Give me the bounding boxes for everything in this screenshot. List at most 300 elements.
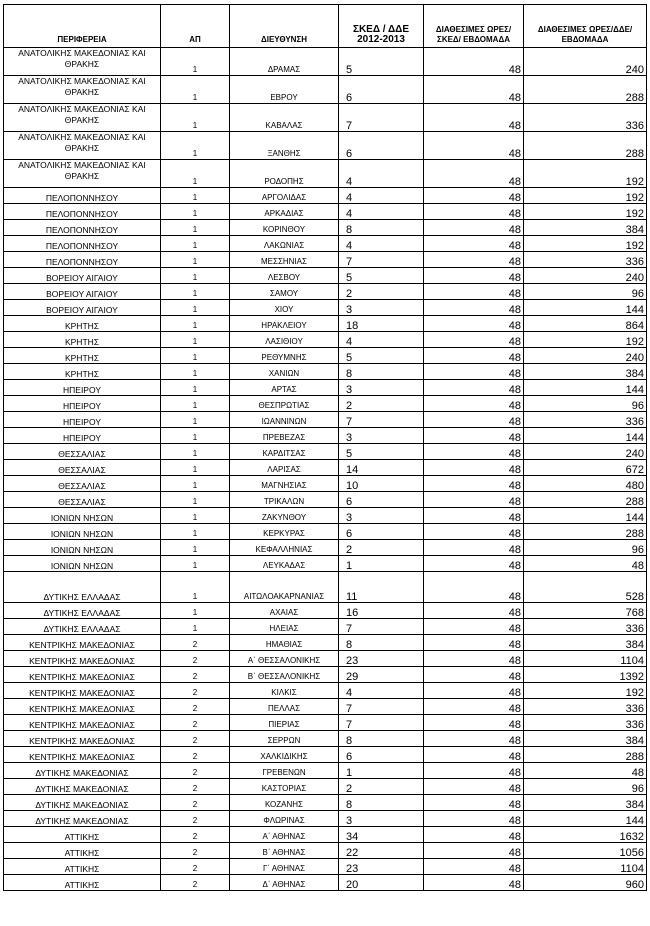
hours-per-sked-cell: 48 [424, 204, 524, 220]
direction-cell: ΗΛΕΙΑΣ [230, 619, 339, 635]
hours-per-sked-cell: 48 [424, 524, 524, 540]
ap-cell: 1 [161, 476, 230, 492]
region-cell: ΚΕΝΤΡΙΚΗΣ ΜΑΚΕΔΟΝΙΑΣ [4, 667, 161, 683]
sked-cell: 3 [339, 380, 424, 396]
hours-per-sked-cell: 48 [424, 460, 524, 476]
hours-per-sked-cell: 48 [424, 48, 524, 76]
region-cell: ΔΥΤΙΚΗΣ ΕΛΛΑΔΑΣ [4, 572, 161, 603]
sked-cell: 7 [339, 699, 424, 715]
hours-per-dde-cell: 192 [524, 204, 647, 220]
hours-per-dde-cell: 1104 [524, 651, 647, 667]
hours-per-sked-cell: 48 [424, 827, 524, 843]
direction-cell: ΡΟΔΟΠΗΣ [230, 160, 339, 188]
table-row [4, 188, 647, 204]
hours-per-sked-cell: 48 [424, 699, 524, 715]
direction-cell: ΛΑΣΙΘΙΟΥ [230, 332, 339, 348]
direction-cell: ΣΑΜΟΥ [230, 284, 339, 300]
ap-cell: 2 [161, 651, 230, 667]
region-cell: ΑΝΑΤΟΛΙΚΗΣ ΜΑΚΕΔΟΝΙΑΣ ΚΑΙ ΘΡΑΚΗΣ [4, 132, 161, 160]
table-row [4, 827, 647, 843]
sked-cell: 6 [339, 524, 424, 540]
direction-cell: ΧΑΛΚΙΔΙΚΗΣ [230, 747, 339, 763]
direction-cell: Α΄ ΘΕΣΣΑΛΟΝΙΚΗΣ [230, 651, 339, 667]
hours-per-sked-cell: 48 [424, 731, 524, 747]
ap-cell: 1 [161, 332, 230, 348]
table-row [4, 747, 647, 763]
region-cell: ΔΥΤΙΚΗΣ ΕΛΛΑΔΑΣ [4, 603, 161, 619]
direction-cell: Γ΄ ΑΘΗΝΑΣ [230, 859, 339, 875]
ap-cell: 1 [161, 268, 230, 284]
hours-per-dde-cell: 336 [524, 715, 647, 731]
sked-cell: 29 [339, 667, 424, 683]
region-cell: ΔΥΤΙΚΗΣ ΕΛΛΑΔΑΣ [4, 619, 161, 635]
ap-cell: 2 [161, 715, 230, 731]
ap-cell: 2 [161, 827, 230, 843]
hours-per-dde-cell: 384 [524, 220, 647, 236]
hours-per-dde-cell: 384 [524, 364, 647, 380]
table-row [4, 220, 647, 236]
table-row [4, 48, 647, 76]
region-cell: ΚΕΝΤΡΙΚΗΣ ΜΑΚΕΔΟΝΙΑΣ [4, 747, 161, 763]
direction-cell: ΚΙΛΚΙΣ [230, 683, 339, 699]
direction-cell: ΓΡΕΒΕΝΩΝ [230, 763, 339, 779]
region-cell: ΗΠΕΙΡΟΥ [4, 396, 161, 412]
ap-cell: 1 [161, 364, 230, 380]
hours-per-dde-cell: 384 [524, 795, 647, 811]
table-row [4, 572, 647, 603]
direction-cell: ΑΡΤΑΣ [230, 380, 339, 396]
hours-per-sked-cell: 48 [424, 715, 524, 731]
region-cell: ΠΕΛΟΠΟΝΝΗΣΟΥ [4, 236, 161, 252]
region-cell: ΚΕΝΤΡΙΚΗΣ ΜΑΚΕΔΟΝΙΑΣ [4, 683, 161, 699]
sked-cell: 2 [339, 284, 424, 300]
hours-per-dde-cell: 384 [524, 731, 647, 747]
direction-cell: Δ΄ ΑΘΗΝΑΣ [230, 875, 339, 891]
direction-cell: ΚΕΡΚΥΡΑΣ [230, 524, 339, 540]
hours-per-sked-cell: 48 [424, 540, 524, 556]
direction-cell: ΛΑΚΩΝΙΑΣ [230, 236, 339, 252]
ap-cell: 1 [161, 380, 230, 396]
table-row [4, 364, 647, 380]
sked-cell: 34 [339, 827, 424, 843]
hours-per-sked-cell: 48 [424, 572, 524, 603]
table-row [4, 160, 647, 188]
sked-cell: 8 [339, 220, 424, 236]
direction-cell: ΙΩΑΝΝΙΝΩΝ [230, 412, 339, 428]
sked-cell: 4 [339, 160, 424, 188]
hours-per-sked-cell: 48 [424, 651, 524, 667]
hours-per-sked-cell: 48 [424, 252, 524, 268]
table-row [4, 236, 647, 252]
direction-cell: ΞΑΝΘΗΣ [230, 132, 339, 160]
hours-per-dde-cell: 240 [524, 268, 647, 284]
region-cell: ΔΥΤΙΚΗΣ ΜΑΚΕΔΟΝΙΑΣ [4, 811, 161, 827]
table-row [4, 252, 647, 268]
hours-per-dde-cell: 336 [524, 412, 647, 428]
header-ap: ΑΠ [161, 5, 230, 48]
table-row [4, 731, 647, 747]
table-row [4, 603, 647, 619]
ap-cell: 1 [161, 104, 230, 132]
direction-cell: Β΄ ΑΘΗΝΑΣ [230, 843, 339, 859]
hours-per-sked-cell: 48 [424, 160, 524, 188]
sked-cell: 8 [339, 364, 424, 380]
sked-cell: 6 [339, 492, 424, 508]
region-cell: ΚΕΝΤΡΙΚΗΣ ΜΑΚΕΔΟΝΙΑΣ [4, 651, 161, 667]
direction-cell: ΡΕΘΥΜΝΗΣ [230, 348, 339, 364]
sked-cell: 8 [339, 635, 424, 651]
sked-cell: 14 [339, 460, 424, 476]
region-cell: ΒΟΡΕΙΟΥ ΑΙΓΑΙΟΥ [4, 268, 161, 284]
direction-cell: Β΄ ΘΕΣΣΑΛΟΝΙΚΗΣ [230, 667, 339, 683]
hours-per-dde-cell: 240 [524, 48, 647, 76]
ap-cell: 1 [161, 160, 230, 188]
hours-per-sked-cell: 48 [424, 220, 524, 236]
ap-cell: 1 [161, 444, 230, 460]
sked-cell: 4 [339, 188, 424, 204]
hours-per-dde-cell: 96 [524, 540, 647, 556]
region-cell: ΔΥΤΙΚΗΣ ΜΑΚΕΔΟΝΙΑΣ [4, 763, 161, 779]
direction-cell: ΣΕΡΡΩΝ [230, 731, 339, 747]
region-cell: ΗΠΕΙΡΟΥ [4, 380, 161, 396]
hours-per-sked-cell: 48 [424, 492, 524, 508]
hours-per-sked-cell: 48 [424, 476, 524, 492]
allocation-table [3, 4, 647, 891]
hours-per-sked-cell: 48 [424, 795, 524, 811]
table-row [4, 380, 647, 396]
table-row [4, 428, 647, 444]
direction-cell: ΠΕΛΛΑΣ [230, 699, 339, 715]
sked-cell: 18 [339, 316, 424, 332]
table-row [4, 524, 647, 540]
hours-per-sked-cell: 48 [424, 268, 524, 284]
region-cell: ΒΟΡΕΙΟΥ ΑΙΓΑΙΟΥ [4, 284, 161, 300]
ap-cell: 1 [161, 492, 230, 508]
sked-cell: 2 [339, 396, 424, 412]
region-cell: ΠΕΛΟΠΟΝΝΗΣΟΥ [4, 188, 161, 204]
sked-cell: 16 [339, 603, 424, 619]
region-cell: ΘΕΣΣΑΛΙΑΣ [4, 476, 161, 492]
ap-cell: 2 [161, 699, 230, 715]
region-cell: ΑΝΑΤΟΛΙΚΗΣ ΜΑΚΕΔΟΝΙΑΣ ΚΑΙ ΘΡΑΚΗΣ [4, 76, 161, 104]
sked-cell: 23 [339, 859, 424, 875]
hours-per-dde-cell: 144 [524, 811, 647, 827]
table-row [4, 396, 647, 412]
table-row [4, 683, 647, 699]
hours-per-sked-cell: 48 [424, 508, 524, 524]
region-cell: ΗΠΕΙΡΟΥ [4, 412, 161, 428]
hours-per-dde-cell: 288 [524, 132, 647, 160]
region-cell: ΙΟΝΙΩΝ ΝΗΣΩΝ [4, 524, 161, 540]
hours-per-dde-cell: 144 [524, 380, 647, 396]
ap-cell: 1 [161, 316, 230, 332]
region-cell: ΠΕΛΟΠΟΝΝΗΣΟΥ [4, 252, 161, 268]
region-cell: ΔΥΤΙΚΗΣ ΜΑΚΕΔΟΝΙΑΣ [4, 795, 161, 811]
sked-cell: 3 [339, 300, 424, 316]
header-hours-per-sked: ΔΙΑΘΕΣΙΜΕΣ ΩΡΕΣ/ΣΚΕΔ/ ΕΒΔΟΜΑΔΑ [424, 5, 524, 48]
hours-per-sked-cell: 48 [424, 859, 524, 875]
ap-cell: 2 [161, 635, 230, 651]
hours-per-sked-cell: 48 [424, 811, 524, 827]
hours-per-dde-cell: 768 [524, 603, 647, 619]
direction-cell: ΗΜΑΘΙΑΣ [230, 635, 339, 651]
sked-cell: 3 [339, 508, 424, 524]
direction-cell: ΖΑΚΥΝΘΟΥ [230, 508, 339, 524]
table-row [4, 508, 647, 524]
direction-cell: ΛΑΡΙΣΑΣ [230, 460, 339, 476]
direction-cell: ΑΙΤΩΛΟΑΚΑΡΝΑΝΙΑΣ [230, 572, 339, 603]
sked-cell: 1 [339, 556, 424, 572]
direction-cell: ΑΡΓΟΛΙΔΑΣ [230, 188, 339, 204]
table-row [4, 348, 647, 364]
direction-cell: ΚΑΒΑΛΑΣ [230, 104, 339, 132]
table-row [4, 444, 647, 460]
sked-cell: 8 [339, 731, 424, 747]
sked-cell: 1 [339, 763, 424, 779]
direction-cell: ΔΡΑΜΑΣ [230, 48, 339, 76]
hours-per-dde-cell: 144 [524, 300, 647, 316]
table-row [4, 540, 647, 556]
hours-per-sked-cell: 48 [424, 779, 524, 795]
table-row [4, 332, 647, 348]
table-row [4, 843, 647, 859]
region-cell: ΘΕΣΣΑΛΙΑΣ [4, 460, 161, 476]
ap-cell: 1 [161, 76, 230, 104]
hours-per-sked-cell: 48 [424, 76, 524, 104]
ap-cell: 2 [161, 779, 230, 795]
table-row [4, 667, 647, 683]
sked-cell: 6 [339, 132, 424, 160]
hours-per-dde-cell: 864 [524, 316, 647, 332]
hours-per-sked-cell: 48 [424, 444, 524, 460]
ap-cell: 1 [161, 412, 230, 428]
hours-per-sked-cell: 48 [424, 556, 524, 572]
hours-per-dde-cell: 288 [524, 747, 647, 763]
hours-per-sked-cell: 48 [424, 104, 524, 132]
direction-cell: ΠΡΕΒΕΖΑΣ [230, 428, 339, 444]
region-cell: ΚΕΝΤΡΙΚΗΣ ΜΑΚΕΔΟΝΙΑΣ [4, 699, 161, 715]
region-cell: ΒΟΡΕΙΟΥ ΑΙΓΑΙΟΥ [4, 300, 161, 316]
table-row [4, 132, 647, 160]
direction-cell: ΛΕΥΚΑΔΑΣ [230, 556, 339, 572]
table-row [4, 492, 647, 508]
hours-per-dde-cell: 384 [524, 635, 647, 651]
ap-cell: 1 [161, 220, 230, 236]
hours-per-dde-cell: 1392 [524, 667, 647, 683]
ap-cell: 1 [161, 603, 230, 619]
hours-per-dde-cell: 336 [524, 252, 647, 268]
table-row [4, 412, 647, 428]
ap-cell: 1 [161, 348, 230, 364]
hours-per-sked-cell: 48 [424, 316, 524, 332]
hours-per-sked-cell: 48 [424, 683, 524, 699]
region-cell: ΙΟΝΙΩΝ ΝΗΣΩΝ [4, 540, 161, 556]
region-cell: ΘΕΣΣΑΛΙΑΣ [4, 444, 161, 460]
hours-per-sked-cell: 48 [424, 332, 524, 348]
ap-cell: 1 [161, 252, 230, 268]
table-row [4, 476, 647, 492]
region-cell: ΚΡΗΤΗΣ [4, 316, 161, 332]
region-cell: ΚΕΝΤΡΙΚΗΣ ΜΑΚΕΔΟΝΙΑΣ [4, 715, 161, 731]
direction-cell: ΚΟΖΑΝΗΣ [230, 795, 339, 811]
sked-cell: 5 [339, 48, 424, 76]
hours-per-dde-cell: 336 [524, 104, 647, 132]
hours-per-dde-cell: 336 [524, 699, 647, 715]
hours-per-sked-cell: 48 [424, 348, 524, 364]
region-cell: ΘΕΣΣΑΛΙΑΣ [4, 492, 161, 508]
hours-per-sked-cell: 48 [424, 747, 524, 763]
hours-per-sked-cell: 48 [424, 635, 524, 651]
table-row [4, 204, 647, 220]
region-cell: ΑΝΑΤΟΛΙΚΗΣ ΜΑΚΕΔΟΝΙΑΣ ΚΑΙ ΘΡΑΚΗΣ [4, 104, 161, 132]
sked-cell: 7 [339, 619, 424, 635]
ap-cell: 1 [161, 132, 230, 160]
hours-per-dde-cell: 192 [524, 188, 647, 204]
table-body [4, 48, 647, 891]
hours-per-dde-cell: 96 [524, 396, 647, 412]
sked-cell: 7 [339, 252, 424, 268]
ap-cell: 2 [161, 859, 230, 875]
sked-cell: 4 [339, 204, 424, 220]
sked-cell: 4 [339, 236, 424, 252]
table-row [4, 316, 647, 332]
hours-per-dde-cell: 672 [524, 460, 647, 476]
sked-cell: 3 [339, 811, 424, 827]
sked-cell: 2 [339, 540, 424, 556]
table-row [4, 556, 647, 572]
hours-per-sked-cell: 48 [424, 364, 524, 380]
region-cell: ΚΕΝΤΡΙΚΗΣ ΜΑΚΕΔΟΝΙΑΣ [4, 635, 161, 651]
table-row [4, 268, 647, 284]
direction-cell: ΛΕΣΒΟΥ [230, 268, 339, 284]
direction-cell: ΘΕΣΠΡΩΤΙΑΣ [230, 396, 339, 412]
region-cell: ΙΟΝΙΩΝ ΝΗΣΩΝ [4, 556, 161, 572]
hours-per-dde-cell: 192 [524, 236, 647, 252]
hours-per-sked-cell: 48 [424, 667, 524, 683]
sked-cell: 23 [339, 651, 424, 667]
region-cell: ΑΤΤΙΚΗΣ [4, 875, 161, 891]
hours-per-sked-cell: 48 [424, 412, 524, 428]
sked-cell: 5 [339, 444, 424, 460]
region-cell: ΑΝΑΤΟΛΙΚΗΣ ΜΑΚΕΔΟΝΙΑΣ ΚΑΙ ΘΡΑΚΗΣ [4, 160, 161, 188]
region-cell: ΚΡΗΤΗΣ [4, 332, 161, 348]
header-sked: ΣΚΕΔ / ΔΔΕ 2012-2013 [339, 5, 424, 48]
table-row [4, 811, 647, 827]
hours-per-sked-cell: 48 [424, 843, 524, 859]
hours-per-sked-cell: 48 [424, 300, 524, 316]
hours-per-dde-cell: 48 [524, 763, 647, 779]
region-cell: ΑΤΤΙΚΗΣ [4, 843, 161, 859]
table-row [4, 300, 647, 316]
direction-cell: ΤΡΙΚΑΛΩΝ [230, 492, 339, 508]
sked-cell: 6 [339, 76, 424, 104]
sked-cell: 10 [339, 476, 424, 492]
ap-cell: 1 [161, 396, 230, 412]
sked-cell: 4 [339, 683, 424, 699]
table-row [4, 795, 647, 811]
sked-cell: 20 [339, 875, 424, 891]
direction-cell: ΚΕΦΑΛΛΗΝΙΑΣ [230, 540, 339, 556]
ap-cell: 1 [161, 508, 230, 524]
hours-per-sked-cell: 48 [424, 603, 524, 619]
direction-cell: ΧΙΟΥ [230, 300, 339, 316]
direction-cell: ΠΙΕΡΙΑΣ [230, 715, 339, 731]
hours-per-dde-cell: 528 [524, 572, 647, 603]
direction-cell: ΚΑΡΔΙΤΣΑΣ [230, 444, 339, 460]
ap-cell: 1 [161, 428, 230, 444]
header-direction: ΔΙΕΥΘΥΝΣΗ [230, 5, 339, 48]
table-row [4, 715, 647, 731]
hours-per-dde-cell: 240 [524, 444, 647, 460]
hours-per-dde-cell: 288 [524, 524, 647, 540]
table-row [4, 779, 647, 795]
ap-cell: 2 [161, 795, 230, 811]
ap-cell: 1 [161, 619, 230, 635]
hours-per-dde-cell: 1056 [524, 843, 647, 859]
sked-cell: 2 [339, 779, 424, 795]
ap-cell: 1 [161, 572, 230, 603]
sked-cell: 5 [339, 268, 424, 284]
direction-cell: ΑΧΑΙΑΣ [230, 603, 339, 619]
region-cell: ΑΤΤΙΚΗΣ [4, 859, 161, 875]
table-row [4, 651, 647, 667]
ap-cell: 2 [161, 731, 230, 747]
table-row [4, 619, 647, 635]
hours-per-dde-cell: 288 [524, 492, 647, 508]
hours-per-dde-cell: 48 [524, 556, 647, 572]
direction-cell: ΜΕΣΣΗΝΙΑΣ [230, 252, 339, 268]
table-row [4, 76, 647, 104]
header-region: ΠΕΡΙΦΕΡΕΙΑ [4, 5, 161, 48]
ap-cell: 2 [161, 667, 230, 683]
ap-cell: 1 [161, 556, 230, 572]
region-cell: ΚΕΝΤΡΙΚΗΣ ΜΑΚΕΔΟΝΙΑΣ [4, 731, 161, 747]
hours-per-sked-cell: 48 [424, 132, 524, 160]
ap-cell: 2 [161, 747, 230, 763]
region-cell: ΔΥΤΙΚΗΣ ΜΑΚΕΔΟΝΙΑΣ [4, 779, 161, 795]
hours-per-sked-cell: 48 [424, 236, 524, 252]
direction-cell: ΗΡΑΚΛΕΙΟΥ [230, 316, 339, 332]
hours-per-dde-cell: 480 [524, 476, 647, 492]
region-cell: ΗΠΕΙΡΟΥ [4, 428, 161, 444]
region-cell: ΚΡΗΤΗΣ [4, 364, 161, 380]
region-cell: ΚΡΗΤΗΣ [4, 348, 161, 364]
sked-cell: 11 [339, 572, 424, 603]
table-row [4, 699, 647, 715]
table-row [4, 104, 647, 132]
hours-per-dde-cell: 1632 [524, 827, 647, 843]
table-row [4, 875, 647, 891]
region-cell: ΠΕΛΟΠΟΝΝΗΣΟΥ [4, 220, 161, 236]
hours-per-sked-cell: 48 [424, 284, 524, 300]
ap-cell: 2 [161, 811, 230, 827]
hours-per-dde-cell: 192 [524, 160, 647, 188]
hours-per-sked-cell: 48 [424, 396, 524, 412]
header-hours-per-dde: ΔΙΑΘΕΣΙΜΕΣ ΩΡΕΣ/ΔΔΕ/ ΕΒΔΟΜΑΔΑ [524, 5, 647, 48]
direction-cell: ΜΑΓΝΗΣΙΑΣ [230, 476, 339, 492]
sked-cell: 7 [339, 715, 424, 731]
table-row [4, 859, 647, 875]
ap-cell: 2 [161, 763, 230, 779]
sked-cell: 7 [339, 412, 424, 428]
sked-cell: 22 [339, 843, 424, 859]
hours-per-dde-cell: 144 [524, 428, 647, 444]
sked-cell: 3 [339, 428, 424, 444]
hours-per-dde-cell: 144 [524, 508, 647, 524]
hours-per-dde-cell: 96 [524, 779, 647, 795]
ap-cell: 1 [161, 236, 230, 252]
hours-per-dde-cell: 192 [524, 683, 647, 699]
